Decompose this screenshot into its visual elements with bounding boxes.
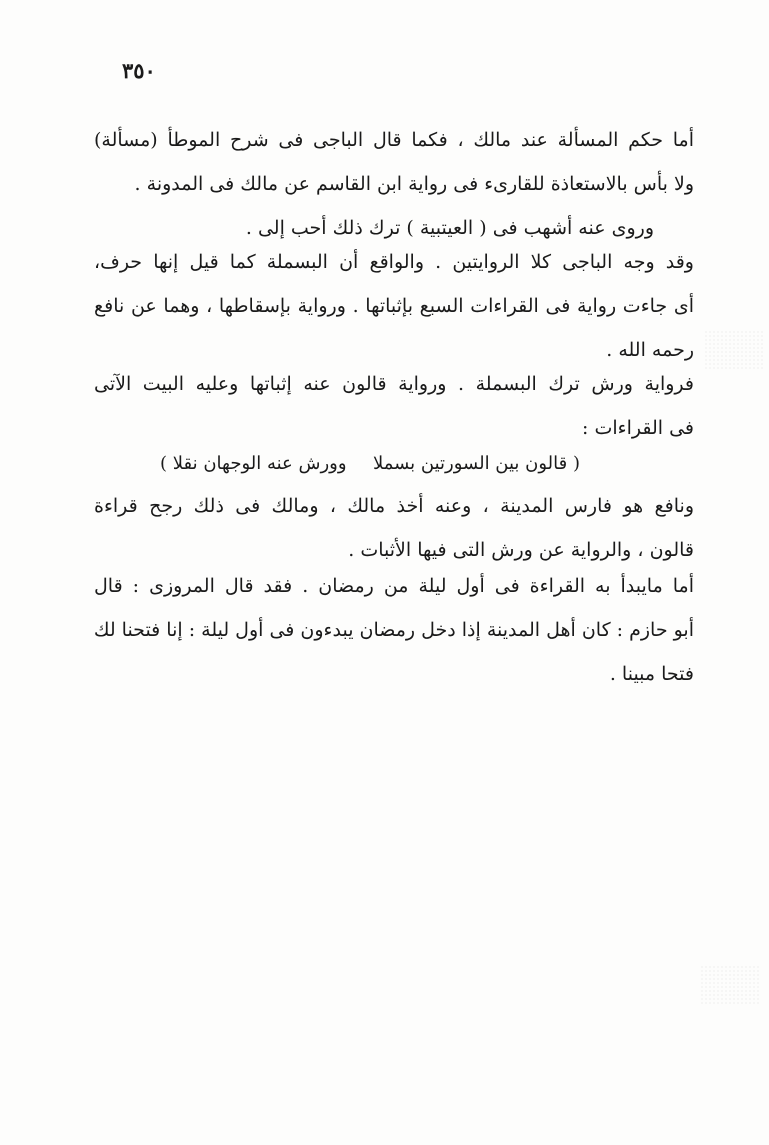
- text-line: ونافع هو فارس المدينة ، وعنه أخذ مالك ، ومالك فى ذلك رجح قراءة: [94, 495, 694, 517]
- paragraph-nafi-madina: [94, 484, 694, 572]
- text-line: أما حكم المسألة عند مالك ، فكما قال الباجى فى شرح الموطأ (مسألة): [94, 129, 694, 151]
- text-line: أبو حازم : كان أهل المدينة إذا دخل رمضان يبدءون فى أول ليلة : إنا فتحنا لك: [94, 619, 694, 641]
- paragraph-first-night-ramadan: [94, 564, 694, 696]
- text-line: فرواية ورش ترك البسملة . ورواية قالون عنه إثباتها وعليه البيت الآتى: [94, 373, 694, 395]
- paragraph-basmala-narrations: [94, 240, 694, 372]
- text-line: وروى عنه أشهب فى ( العيتبية ) ترك ذلك أحب إلى .: [245, 217, 654, 239]
- text-line: قالون ، والرواية عن ورش التى فيها الأثبات .: [348, 539, 694, 561]
- scan-speckle: [704, 330, 764, 370]
- text-line: أما مايبدأ به القراءة فى أول ليلة من رمضان . فقد قال المروزى : قال: [94, 575, 694, 597]
- text-line: ولا بأس بالاستعاذة للقارىء فى رواية ابن القاسم عن مالك فى المدونة .: [134, 173, 694, 195]
- poetry-verse: [160, 446, 580, 482]
- page-number: ٣٥٠: [122, 58, 156, 83]
- scan-speckle: [700, 965, 760, 1005]
- paragraph-ruling-on-isti-adha: [94, 118, 694, 250]
- text-line: فى القراءات :: [582, 417, 694, 439]
- text-line: أى جاءت رواية فى القراءات السبع بإثباتها . ورواية بإسقاطها ، وهما عن نافع: [94, 295, 694, 317]
- paragraph-warsh-qalun: [94, 362, 694, 450]
- verse-first-hemistich: ( قالون بين السورتين بسملا: [372, 453, 580, 474]
- text-line: وقد وجه الباجى كلا الروايتين . والواقع أن البسملة كما قيل إنها حرف،: [94, 251, 694, 273]
- text-line: رحمه الله .: [606, 339, 694, 361]
- text-line: فتحا مبينا .: [609, 663, 694, 685]
- verse-second-hemistich: وورش عنه الوجهان نقلا ): [160, 453, 347, 474]
